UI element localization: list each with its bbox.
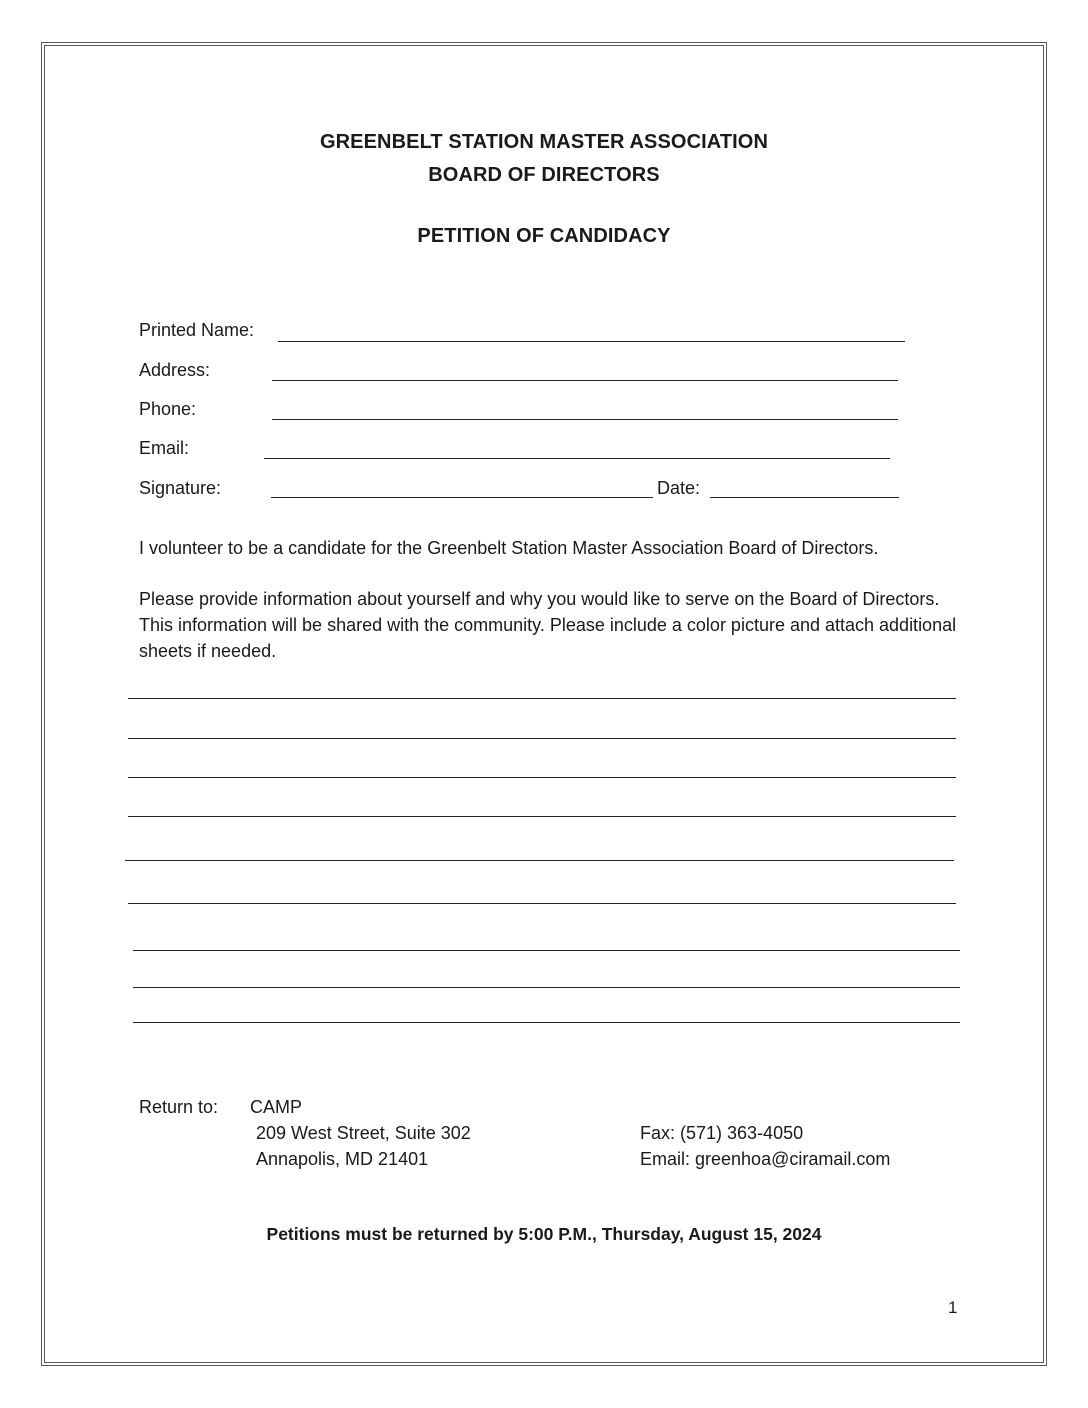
board-heading: BOARD OF DIRECTORS <box>428 164 660 186</box>
phone-label: Phone: <box>139 399 197 419</box>
instructions-text: Please provide information about yourself and why you would like to serve on the Board of Directors. This information will be shared with the community. Please include a color picture and attach additional sheets if needed. <box>139 589 957 661</box>
return-fax: Fax: (571) 363-4050 <box>640 1123 804 1143</box>
return-street: 209 West Street, Suite 302 <box>256 1123 471 1143</box>
association-name: GREENBELT STATION MASTER ASSOCIATION <box>319 131 769 153</box>
printed-name-line[interactable] <box>278 341 905 342</box>
address-label: Address: <box>139 360 211 380</box>
volunteer-statement: I volunteer to be a candidate for the Greenbelt Station Master Association Board of Directors. <box>139 538 879 558</box>
page-number: 1 <box>948 1298 958 1317</box>
writing-line[interactable] <box>133 987 960 988</box>
return-to-label: Return to: <box>139 1097 219 1117</box>
signature-line[interactable] <box>271 497 653 498</box>
email-line[interactable] <box>264 458 890 459</box>
date-label: Date: <box>657 478 701 498</box>
return-to-name: CAMP <box>250 1097 303 1117</box>
writing-line[interactable] <box>128 903 956 904</box>
email-label: Email: <box>139 438 190 458</box>
return-city: Annapolis, MD 21401 <box>256 1149 429 1169</box>
writing-line[interactable] <box>128 816 956 817</box>
signature-label: Signature: <box>139 478 222 498</box>
phone-line[interactable] <box>272 419 898 420</box>
writing-line[interactable] <box>133 950 960 951</box>
writing-line[interactable] <box>125 860 954 861</box>
date-line[interactable] <box>710 497 899 498</box>
writing-line[interactable] <box>128 738 956 739</box>
address-line[interactable] <box>272 380 898 381</box>
printed-name-label: Printed Name: <box>139 320 255 340</box>
writing-line[interactable] <box>128 698 956 699</box>
return-email[interactable]: Email: greenhoa@ciramail.com <box>640 1149 891 1169</box>
writing-line[interactable] <box>128 777 956 778</box>
form-title: PETITION OF CANDIDACY <box>417 225 671 247</box>
writing-line[interactable] <box>133 1022 960 1023</box>
deadline-notice: Petitions must be returned by 5:00 P.M., Thursday, August 15, 2024 <box>266 1224 822 1244</box>
